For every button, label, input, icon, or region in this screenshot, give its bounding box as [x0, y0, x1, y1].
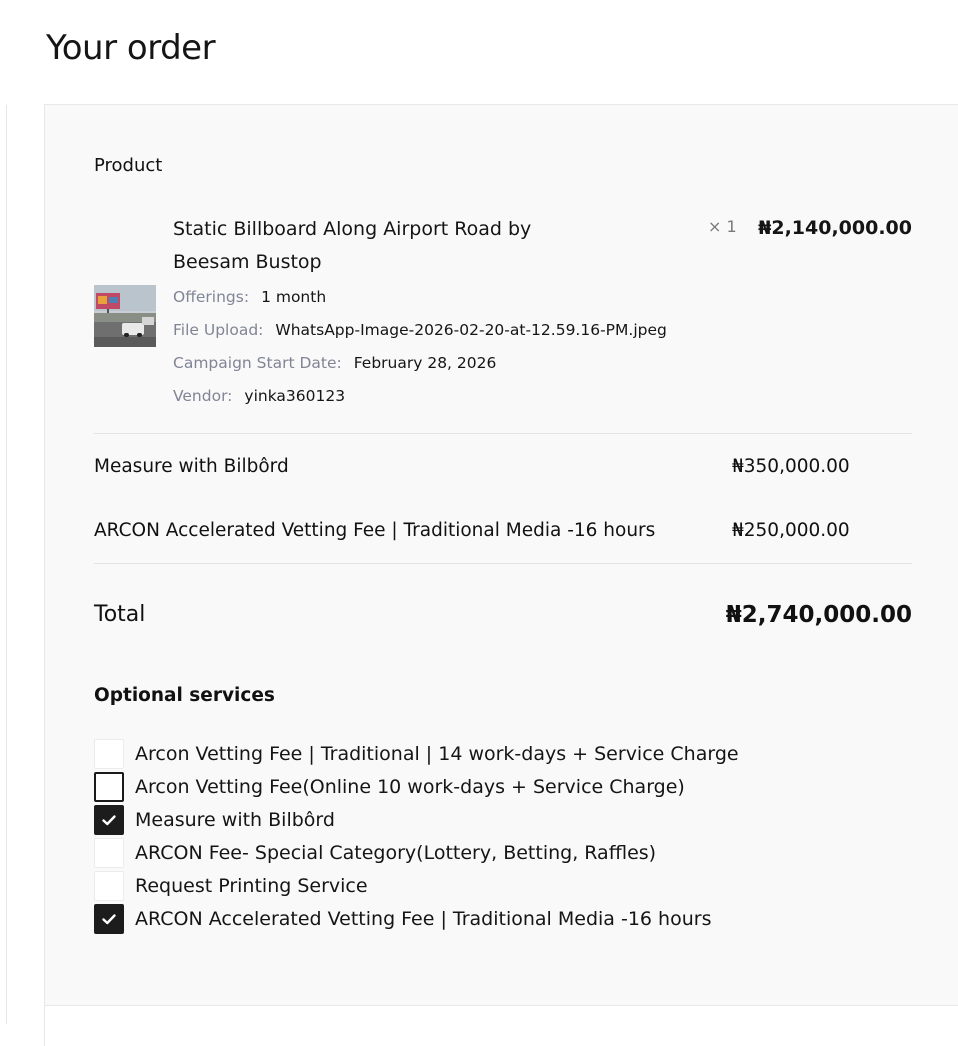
- product-price: ₦2,140,000.00: [758, 217, 912, 239]
- fee-amount: ₦250,000.00: [732, 520, 850, 541]
- option-checkbox[interactable]: [94, 739, 124, 769]
- meta-value: yinka360123: [244, 387, 346, 405]
- meta-campaign-start-date: [173, 353, 496, 373]
- divider: [94, 563, 912, 564]
- divider: [94, 433, 912, 434]
- fee-label: ARCON Accelerated Vetting Fee | Traditional Media -16 hours: [94, 520, 656, 541]
- meta-value: 1 month: [261, 288, 327, 306]
- total-label: Total: [94, 602, 146, 627]
- option-label[interactable]: Request Printing Service: [135, 875, 368, 897]
- fee-row: [94, 452, 912, 482]
- option-checkbox[interactable]: [94, 838, 124, 868]
- product-name[interactable]: [173, 213, 593, 279]
- product-name-line-2: Beesam Bustop: [173, 251, 322, 273]
- option-arcon-special-category[interactable]: [94, 838, 854, 871]
- optional-services-heading: Optional services: [94, 685, 275, 706]
- product-quantity: × 1: [708, 217, 737, 236]
- option-label[interactable]: ARCON Fee- Special Category(Lottery, Betting, Raffles): [135, 842, 657, 864]
- option-checkbox[interactable]: [94, 772, 124, 802]
- optional-services-list: [94, 739, 854, 937]
- page-title: Your order: [46, 28, 216, 68]
- order-review-panel: [44, 104, 958, 1006]
- option-label[interactable]: Measure with Bilbôrd: [135, 809, 335, 831]
- meta-file-upload: [173, 320, 667, 340]
- billboard-photo-image: [94, 285, 156, 347]
- option-checkbox[interactable]: [94, 871, 124, 901]
- order-line-item: [94, 213, 912, 403]
- meta-key: Vendor:: [173, 387, 233, 405]
- option-label[interactable]: ARCON Accelerated Vetting Fee | Traditional Media -16 hours: [135, 908, 712, 930]
- meta-key: Offerings:: [173, 288, 250, 306]
- fee-amount: ₦350,000.00: [732, 456, 850, 477]
- product-name-line-1: Static Billboard Along Airport Road by: [173, 218, 532, 240]
- meta-key: File Upload:: [173, 321, 264, 339]
- order-total-row: [94, 597, 912, 633]
- left-column-border: [0, 105, 7, 1024]
- option-request-printing-service[interactable]: [94, 871, 854, 904]
- option-measure-with-bilbord[interactable]: [94, 805, 854, 838]
- meta-vendor: [173, 386, 345, 406]
- option-checkbox-checked[interactable]: [94, 805, 124, 835]
- option-arcon-online-10-days[interactable]: [94, 772, 854, 805]
- meta-offerings: [173, 287, 326, 307]
- fee-label: Measure with Bilbôrd: [94, 456, 289, 477]
- option-label[interactable]: Arcon Vetting Fee | Traditional | 14 work-days + Service Charge: [135, 743, 739, 765]
- checkmark-icon: [101, 911, 117, 927]
- meta-key: Campaign Start Date:: [173, 354, 342, 372]
- next-section-panel: [44, 1005, 958, 1046]
- meta-value: February 28, 2026: [353, 354, 497, 372]
- meta-value: WhatsApp-Image-2026-02-20-at-12.59.16-PM.jpeg: [275, 321, 667, 339]
- product-column-heading: Product: [94, 155, 163, 176]
- total-value: ₦2,740,000.00: [725, 602, 912, 628]
- checkmark-icon: [101, 812, 117, 828]
- option-label[interactable]: Arcon Vetting Fee(Online 10 work-days + Service Charge): [135, 776, 685, 798]
- option-arcon-accelerated-16-hours[interactable]: [94, 904, 854, 937]
- option-checkbox-checked[interactable]: [94, 904, 124, 934]
- product-thumbnail: [94, 285, 156, 347]
- fee-row: [94, 516, 912, 546]
- option-arcon-traditional-14-days[interactable]: [94, 739, 854, 772]
